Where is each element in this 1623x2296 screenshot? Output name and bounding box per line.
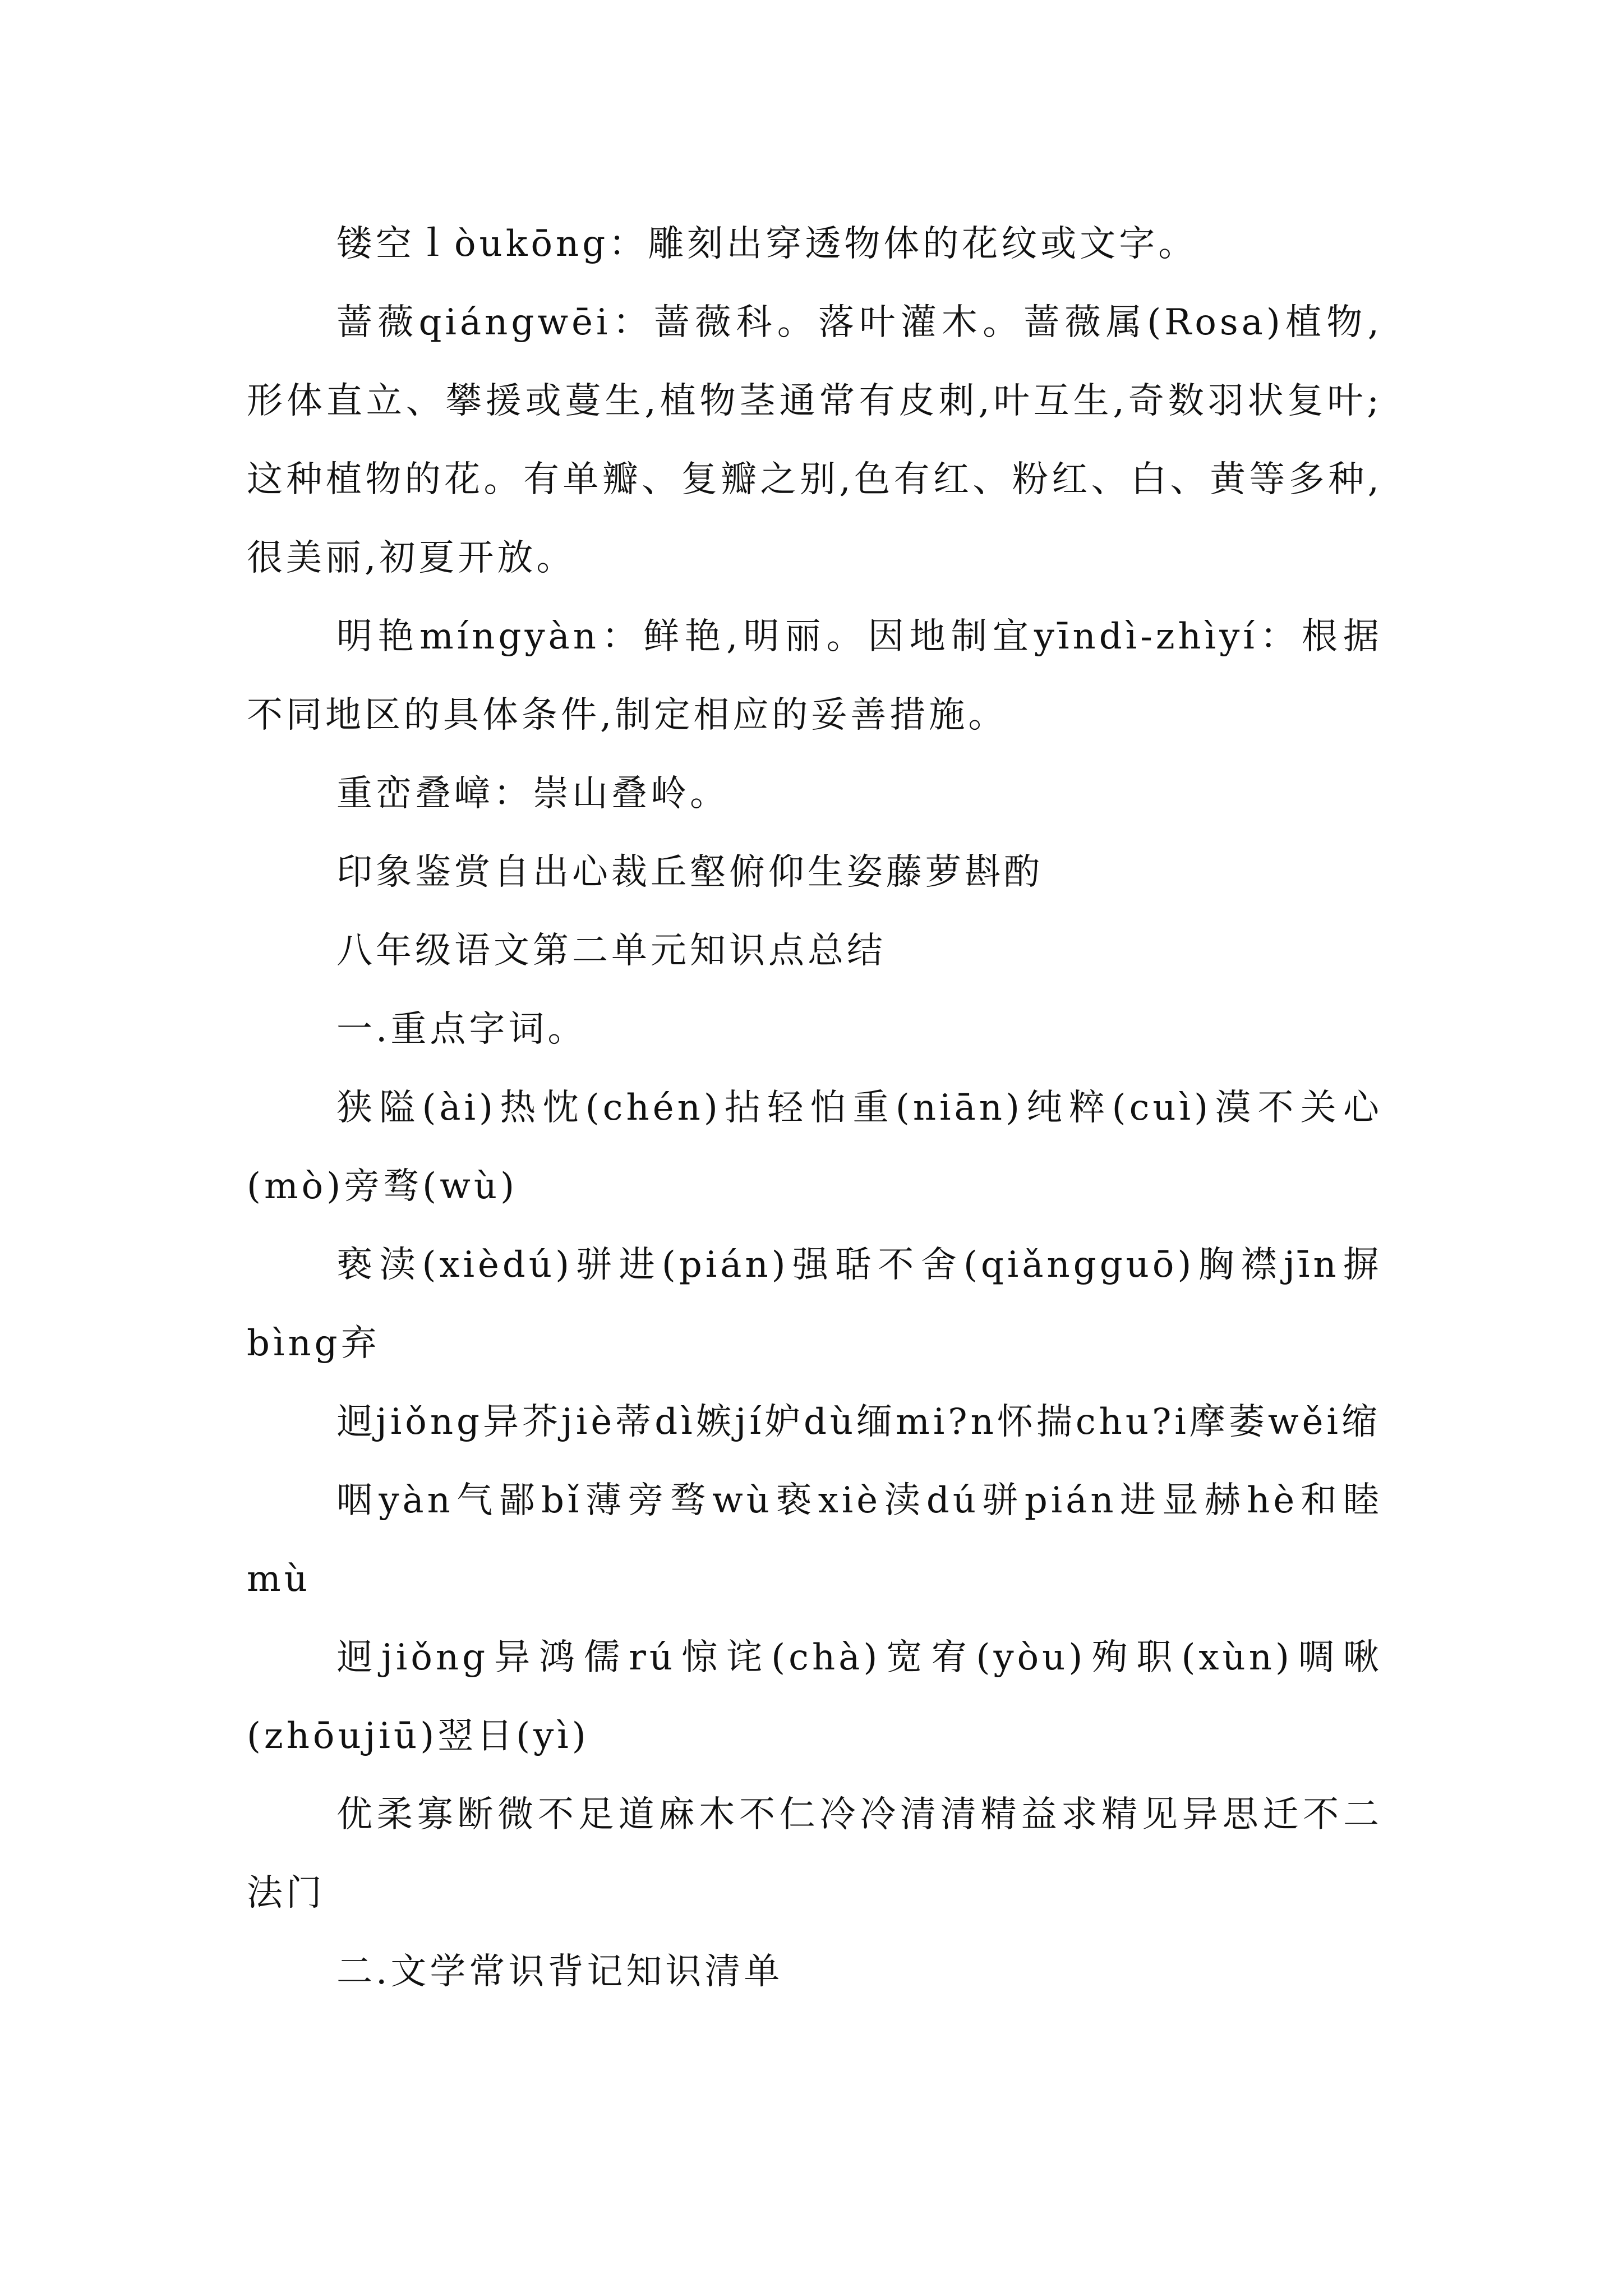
subsection-heading-2: 二.文学常识背记知识清单	[336, 1951, 783, 1993]
section-heading: 八年级语文第二单元知识点总结	[336, 930, 886, 972]
paragraph-5: 印象鉴赏自出心裁丘壑俯仰生姿藤萝斟酌	[336, 852, 1043, 893]
subsection-heading-1: 一.重点字词。	[336, 1009, 587, 1050]
document-body	[247, 205, 1382, 2011]
paragraph-8: 狭隘(ài)热忱(chén)拈轻怕重(niān)纯粹(cuì)漠不关心(mò)旁骛(wù)	[247, 1087, 1382, 1207]
paragraph-10: 迥jiǒng异芥jiè蒂dì嫉jí妒dù缅mi?n怀揣chu?i摩萎wěi缩	[336, 1401, 1381, 1443]
paragraph-3: 明艳míngyàn：鲜艳,明丽。因地制宜yīndì-zhìyí：根据不同地区的具体条件,制定相应的妥善措施。	[247, 616, 1382, 736]
paragraph-9: 亵渎(xièdú)骈进(pián)强聒不舍(qiǎngguō)胸襟jīn摒bìng弃	[247, 1244, 1382, 1364]
paragraph-1: 镂空ｌòukōng：雕刻出穿透物体的花纹或文字。	[336, 223, 1198, 265]
paragraph-2: 蔷薇qiángwēi：蔷薇科。落叶灌木。蔷薇属(Rosa)植物,形体直立、攀援或蔓生,植物茎通常有皮刺,叶互生,奇数羽状复叶;这种植物的花。有单瓣、复瓣之别,色有红、粉红、白、黄等多种,很美丽,初夏开放。	[247, 302, 1382, 579]
paragraph-12: 迥jiǒng异鸿儒rú惊诧(chà)宽宥(yòu)殉职(xùn)啁啾(zhōujiū)翌日(yì)	[247, 1637, 1382, 1757]
paragraph-11: 咽yàn气鄙bǐ薄旁骛wù亵xiè渎dú骈pián进显赫hè和睦mù	[247, 1480, 1382, 1600]
paragraph-4: 重峦叠嶂：崇山叠岭。	[336, 773, 729, 815]
paragraph-13: 优柔寡断微不足道麻木不仁冷冷清清精益求精见异思迁不二法门	[247, 1794, 1382, 1914]
